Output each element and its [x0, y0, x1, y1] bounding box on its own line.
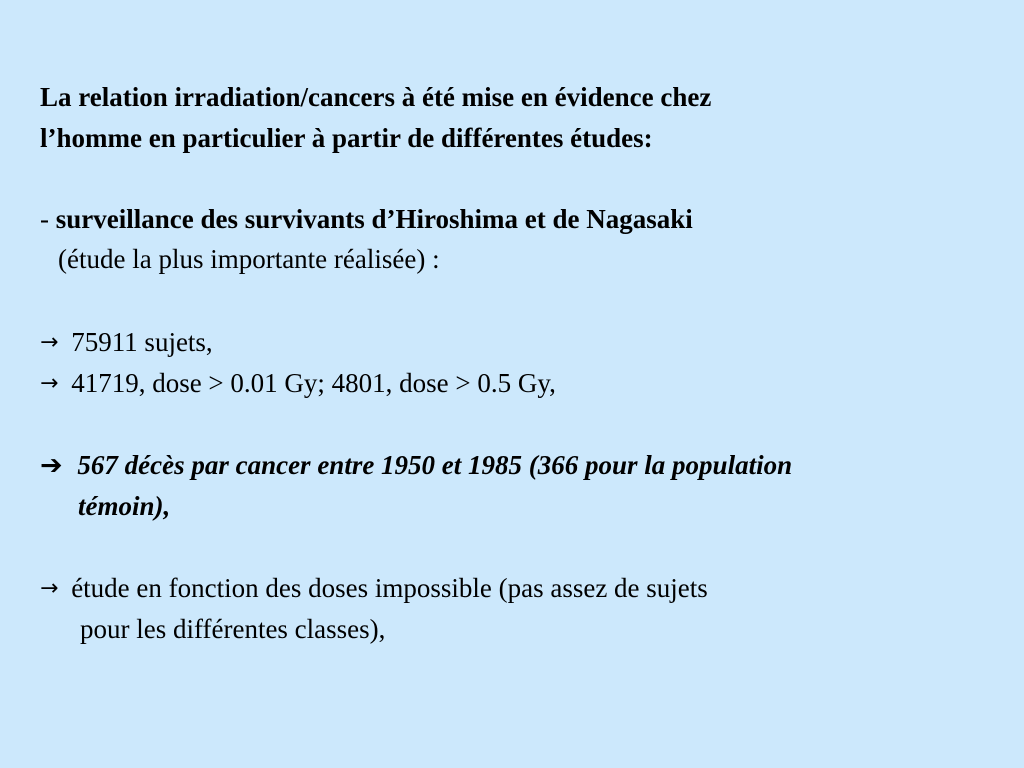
thin-right-arrow-icon: → [40, 330, 59, 355]
study-subtitle: (étude la plus importante réalisée) : [58, 244, 440, 274]
highlight-line-2: témoin), [78, 491, 171, 521]
conclusion-row [40, 571, 708, 608]
thin-right-arrow-icon: → [40, 371, 59, 396]
conclusion-line-1: étude en fonction des doses impossible (pas assez de sujets [71, 573, 708, 603]
facts-doses-row [40, 366, 556, 403]
highlight-row [40, 448, 792, 483]
bullet-dash: - [40, 204, 49, 234]
intro-line-2: l’homme en particulier à partir de différentes études: [40, 123, 653, 153]
study-title: surveillance des survivants d’Hiroshima et de Nagasaki [55, 204, 693, 234]
conclusion-line-2: pour les différentes classes), [80, 614, 386, 644]
facts-subjects-row [40, 325, 213, 362]
intro-line-1: La relation irradiation/cancers à été mise en évidence chez [40, 82, 712, 112]
study-title-row [40, 202, 693, 236]
facts-doses: 41719, dose > 0.01 Gy; 4801, dose > 0.5 Gy, [71, 368, 556, 398]
facts-subjects: 75911 sujets, [71, 327, 213, 357]
thin-right-arrow-icon: → [40, 576, 59, 601]
bold-right-arrow-icon: ➔ [40, 450, 63, 481]
highlight-line-1: 567 décès par cancer entre 1950 et 1985 (366 pour la population [77, 450, 793, 480]
